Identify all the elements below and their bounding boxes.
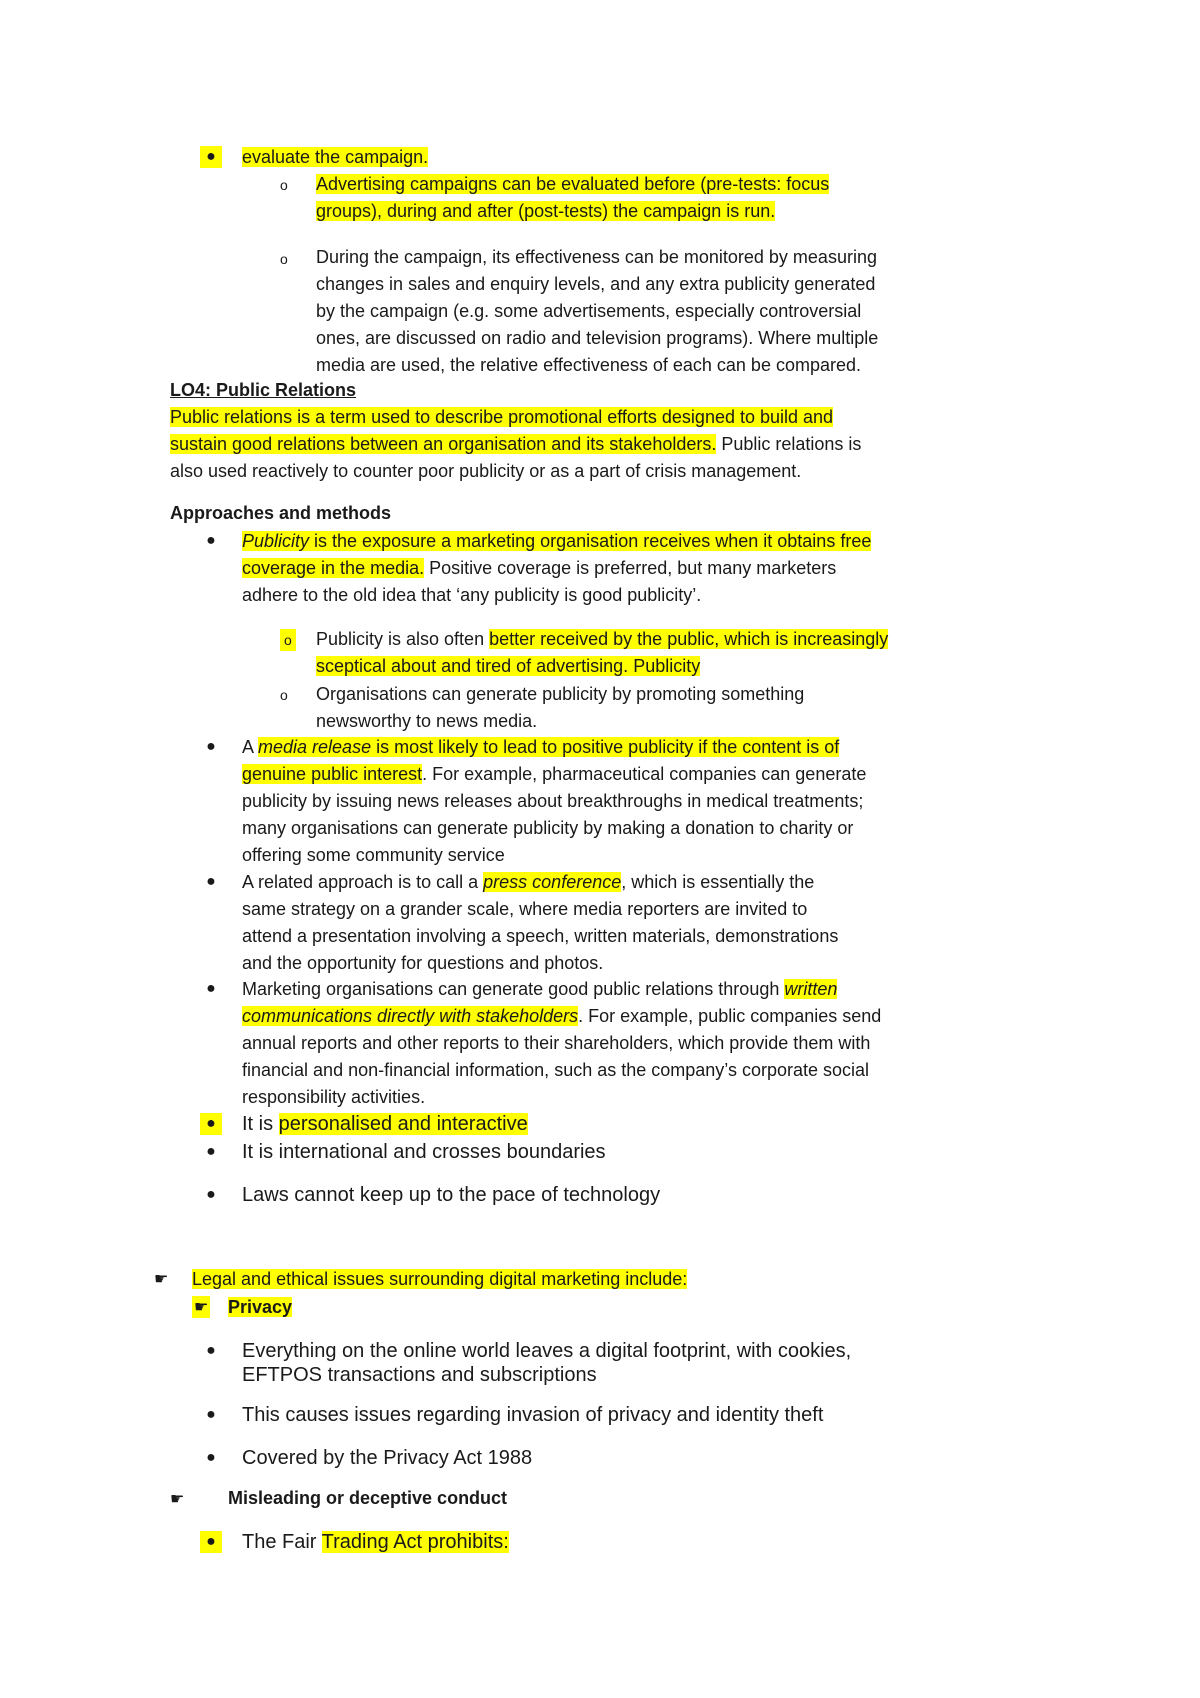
paragraph-pr-def-cont: sustain good relations between an organisation and its stakeholders. Public relations is xyxy=(170,434,862,454)
bullet-press-conference-cont: same strategy on a grander scale, where media reporters are invited to xyxy=(242,899,808,919)
bullet-dot: ● xyxy=(206,1406,216,1423)
bullet-media-release-cont: publicity by issuing news releases about breakthroughs in medical treatments; xyxy=(242,791,864,811)
bullet-dot: ● xyxy=(200,1113,222,1135)
bullet-dot: ● xyxy=(206,1186,216,1203)
bullet-media-release-cont: genuine public interest. For example, pharmaceutical companies can generate xyxy=(242,764,867,784)
bullet-dot: ● xyxy=(200,1531,222,1553)
bullet-publicity-cont: adhere to the old idea that ‘any publicity is good publicity’. xyxy=(242,585,702,605)
sub-bullet-better-received: Publicity is also often better received by the public, which is increasingly xyxy=(316,629,889,649)
section-heading-approaches: Approaches and methods xyxy=(170,503,392,523)
sub-bullet-circle: o xyxy=(280,629,296,651)
bullet-international: It is international and crosses boundaries xyxy=(242,1141,606,1163)
bullet-press-conference-cont: attend a presentation involving a speech, written materials, demonstrations xyxy=(242,926,839,946)
bullet-digital-footprint: Everything on the online world leaves a digital footprint, with cookies, xyxy=(242,1340,852,1362)
sub-bullet-during-cont: by the campaign (e.g. some advertisements, especially controversial xyxy=(316,301,862,321)
paragraph-pr-def: Public relations is a term used to describe promotional efforts designed to build and xyxy=(170,407,834,427)
sub-bullet-newsworthy-cont: newsworthy to news media. xyxy=(316,711,538,731)
sub-bullet-newsworthy: Organisations can generate publicity by promoting something xyxy=(316,684,805,704)
bullet-publicity-cont: coverage in the media. Positive coverage is preferred, but many marketers xyxy=(242,558,837,578)
bullet-evaluate: evaluate the campaign. xyxy=(242,147,429,167)
bullet-dot: ● xyxy=(206,1449,216,1466)
legal-ethical-intro: Legal and ethical issues surrounding digital marketing include: xyxy=(192,1269,688,1289)
section-heading-lo4: LO4: Public Relations xyxy=(170,380,357,400)
sub-bullet-circle: o xyxy=(280,251,288,267)
hand-pointer-icon: ☛ xyxy=(194,1297,209,1316)
bullet-press-conference-cont: and the opportunity for questions and photos. xyxy=(242,953,604,973)
bullet-written-comms-cont: annual reports and other reports to their shareholders, which provide them with xyxy=(242,1033,871,1053)
subheading-misleading: Misleading or deceptive conduct xyxy=(228,1488,508,1508)
subheading-privacy: Privacy xyxy=(228,1297,293,1317)
bullet-written-comms-cont: financial and non-financial information, such as the company’s corporate social xyxy=(242,1060,870,1080)
bullet-digital-footprint-cont: EFTPOS transactions and subscriptions xyxy=(242,1364,597,1386)
bullet-dot: ● xyxy=(206,1143,216,1160)
bullet-media-release-cont: many organisations can generate publicity by making a donation to charity or xyxy=(242,818,854,838)
bullet-fair-trading: The Fair Trading Act prohibits: xyxy=(242,1531,509,1553)
bullet-written-comms-cont: communications directly with stakeholders. For example, public companies send xyxy=(242,1006,882,1026)
bullet-laws: Laws cannot keep up to the pace of technology xyxy=(242,1184,661,1206)
bullet-dot: ● xyxy=(206,738,216,755)
sub-bullet-pretest-cont: groups), during and after (post-tests) the campaign is run. xyxy=(316,201,776,221)
sub-bullet-during-cont: ones, are discussed on radio and television programs). Where multiple xyxy=(316,328,879,348)
bullet-dot: ● xyxy=(206,1342,216,1359)
bullet-media-release-cont: offering some community service xyxy=(242,845,505,865)
sub-bullet-circle: o xyxy=(280,177,288,193)
paragraph-pr-def-cont: also used reactively to counter poor publicity or as a part of crisis management. xyxy=(170,461,802,481)
bullet-dot: ● xyxy=(206,980,216,997)
sub-bullet-circle: o xyxy=(280,687,288,703)
bullet-dot: ● xyxy=(206,532,216,549)
sub-bullet-during-cont: changes in sales and enquiry levels, and any extra publicity generated xyxy=(316,274,876,294)
bullet-press-conference: A related approach is to call a press conference, which is essentially the xyxy=(242,872,815,892)
bullet-written-comms-cont: responsibility activities. xyxy=(242,1087,426,1107)
sub-bullet-during-cont: media are used, the relative effectiveness of each can be compared. xyxy=(316,355,861,375)
hand-pointer-icon: ☛ xyxy=(154,1269,169,1288)
sub-bullet-pretest: Advertising campaigns can be evaluated before (pre-tests: focus xyxy=(316,174,830,194)
bullet-personalised: It is personalised and interactive xyxy=(242,1113,528,1135)
bullet-dot: ● xyxy=(206,873,216,890)
bullet-dot: ● xyxy=(200,146,222,168)
sub-bullet-better-received-cont: sceptical about and tired of advertising. Publicity xyxy=(316,656,701,676)
bullet-media-release: A media release is most likely to lead to positive publicity if the content is of xyxy=(242,737,840,757)
bullet-invasion-privacy: This causes issues regarding invasion of privacy and identity theft xyxy=(242,1404,824,1426)
hand-pointer-icon: ☛ xyxy=(170,1489,185,1508)
bullet-written-comms: Marketing organisations can generate good public relations through written xyxy=(242,979,838,999)
sub-bullet-during: During the campaign, its effectiveness can be monitored by measuring xyxy=(316,247,877,267)
bullet-privacy-act: Covered by the Privacy Act 1988 xyxy=(242,1447,533,1469)
bullet-publicity: Publicity is the exposure a marketing organisation receives when it obtains free xyxy=(242,531,872,551)
